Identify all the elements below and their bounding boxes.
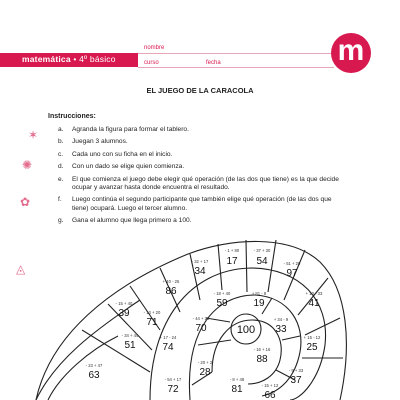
center-goal-number: 100 bbox=[236, 324, 256, 336]
subject-bar: matemática • 4º básico bbox=[0, 53, 138, 67]
cell-operations: + 81 - 8 bbox=[251, 291, 267, 296]
cell-number: 86 bbox=[165, 286, 177, 297]
subject-label: matemática bbox=[22, 54, 71, 64]
cell-operations: - 34 + 44 bbox=[121, 333, 139, 338]
cell-operations: + 34 - 9 bbox=[273, 317, 289, 322]
cell-operations: - 32 + 17 bbox=[191, 259, 209, 264]
cell-operations: - 54 + 17 bbox=[164, 377, 182, 382]
cell-number: 66 bbox=[264, 390, 276, 400]
cell-number: 28 bbox=[199, 367, 211, 378]
list-item: c. Cada uno con su ficha en el inicio. bbox=[58, 150, 173, 158]
cell-operations: - 16 + 16 bbox=[253, 347, 271, 352]
cell-operations: - 23 + 47 bbox=[85, 363, 103, 368]
cell-operations: - 15 + 12 bbox=[261, 383, 279, 388]
cell-number: 97 bbox=[286, 268, 298, 279]
cell-number: 19 bbox=[253, 298, 265, 309]
brand-logo: m bbox=[331, 33, 371, 73]
cell-operations: - 9 + 33 bbox=[288, 368, 304, 373]
list-item: a. Agranda la figura para formar el tablero. bbox=[58, 126, 189, 133]
cell-number: 39 bbox=[118, 308, 130, 319]
cell-operations: - 51 + 20 bbox=[283, 261, 301, 266]
cell-operations: + 40 - 25 bbox=[162, 279, 180, 284]
spiral-ring-2 bbox=[189, 295, 300, 400]
page-title: EL JUEGO DE LA CARACOLA bbox=[146, 86, 254, 95]
cell-number: 81 bbox=[231, 384, 243, 395]
cell-operations: - 18 + 40 bbox=[213, 291, 231, 296]
cell-number: 63 bbox=[88, 370, 100, 381]
cell-operations: - 44 + 20 bbox=[192, 316, 210, 321]
swirl-doodle-icon: ✿ bbox=[20, 195, 31, 209]
cell-number: 72 bbox=[167, 384, 179, 395]
cell-number: 74 bbox=[162, 342, 174, 353]
cell-operations: - 8 + 48 bbox=[229, 377, 245, 382]
list-item: f. Luego continúa el segundo participante que también elige qué operación (de las dos que tiene) ocupará. Luego el tercer alumno. bbox=[58, 196, 332, 212]
grade-label: 4º básico bbox=[79, 54, 116, 64]
cell-operations: + 17 - 24 bbox=[159, 335, 177, 340]
cell-number: 71 bbox=[146, 317, 158, 328]
cell-operations: + 15 - 12 bbox=[303, 335, 321, 340]
list-item: e. El que comienza el juego debe elegir qué operación (de las dos que tiene) es la que decide ocupar y avanzar hasta donde encuentra el resultado. bbox=[58, 175, 339, 192]
cell-number: 59 bbox=[216, 298, 228, 309]
cell-number: 88 bbox=[256, 354, 268, 365]
list-item: b. Juegan 3 alumnos. bbox=[58, 138, 128, 146]
cell-operations: - 37 + 30 bbox=[253, 248, 271, 253]
cell-number: 51 bbox=[124, 340, 136, 351]
list-item: d. Con un dado se elige quien comienza. bbox=[58, 163, 185, 171]
cell-number: 54 bbox=[256, 256, 268, 267]
cell-operations: + 10 - 33 bbox=[305, 291, 323, 296]
cell-number: 17 bbox=[226, 256, 238, 267]
cell-number: 41 bbox=[308, 298, 320, 309]
course-field-label: curso bbox=[144, 60, 159, 66]
list-item: g. Gana el alumno que llega primero a 100. bbox=[58, 217, 192, 225]
cell-number: 70 bbox=[195, 323, 207, 334]
pinwheel-doodle-icon: ✺ bbox=[22, 158, 33, 172]
cell-operations: - 13 + 20 bbox=[143, 310, 161, 315]
date-field-label: fecha bbox=[206, 60, 221, 66]
cell-number: 34 bbox=[194, 266, 206, 277]
cell-operations: - 15 + 40 bbox=[115, 301, 133, 306]
instructions-heading: Instrucciones: bbox=[48, 113, 96, 120]
cell-operations: - 1 + 80 bbox=[224, 248, 240, 253]
triangle-doodle-icon: ◬ bbox=[16, 262, 26, 276]
cell-number: 33 bbox=[275, 324, 287, 335]
cell-operations: - 20 + 2 bbox=[197, 360, 213, 365]
star-doodle-icon: ✶ bbox=[28, 128, 39, 142]
name-field-label: nombre bbox=[144, 45, 165, 51]
cell-number: 25 bbox=[306, 342, 318, 353]
cell-number: 37 bbox=[290, 375, 302, 386]
